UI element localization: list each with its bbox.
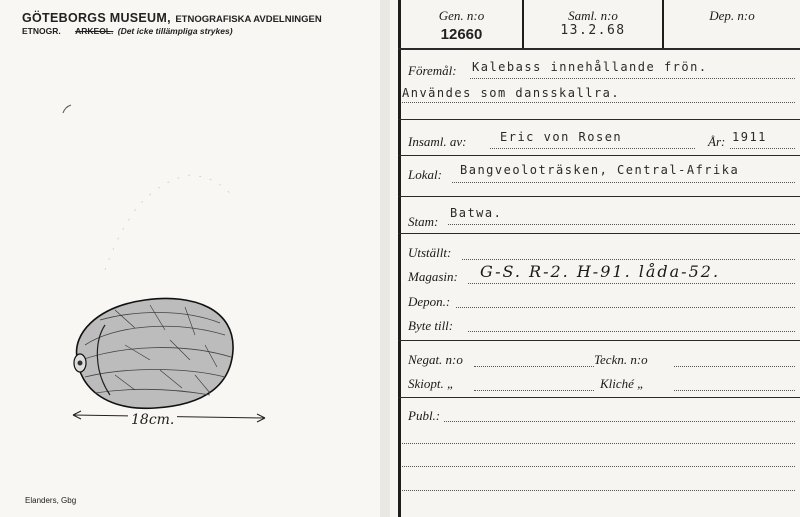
magasin-value: G-S. R-2. H-91. låda-52.	[480, 262, 721, 281]
header-rule	[398, 48, 800, 50]
saml-number: 13.2.68	[560, 23, 626, 38]
saml-label: Saml. n:o	[568, 8, 618, 23]
drawing-panel	[0, 0, 380, 517]
publ-line-2	[402, 443, 795, 444]
calabash-drawing	[55, 95, 315, 435]
byte-label: Byte till:	[408, 318, 454, 333]
ar-value: 1911	[732, 130, 767, 144]
category-line	[22, 26, 233, 36]
foremal-value: Kalebass innehållande frön.	[472, 60, 708, 74]
insaml-label: Insaml. av:	[408, 134, 467, 149]
foremal-value-2: Användes som dansskallra.	[402, 86, 621, 100]
rule-4	[398, 233, 800, 234]
negat-line	[474, 366, 594, 367]
stam-label: Stam:	[408, 214, 439, 229]
foremal-line-2	[402, 102, 795, 103]
catalogue-form	[390, 0, 800, 517]
ar-label: År:	[708, 134, 726, 149]
printer-credit: Elanders, Gbg	[25, 496, 77, 505]
byte-line	[468, 331, 795, 332]
depon-label: Depon.:	[408, 294, 451, 309]
left-border	[398, 0, 401, 517]
strike-note: (Det icke tillämpliga strykes)	[117, 26, 233, 36]
arkeol-label: ARKEOL.	[75, 26, 114, 36]
dep-label: Dep. n:o	[709, 8, 755, 23]
rule-2	[398, 155, 800, 156]
insaml-value: Eric von Rosen	[500, 130, 623, 144]
publ-label: Publ.:	[408, 408, 441, 423]
ar-line	[730, 148, 795, 149]
card-divider	[380, 0, 390, 517]
stam-value: Batwa.	[450, 206, 503, 220]
department-name: ETNOGRAFISKA AVDELNINGEN	[175, 14, 322, 25]
magasin-line	[468, 283, 795, 284]
rule-3	[398, 196, 800, 197]
calabash-body	[74, 298, 233, 408]
lokal-value: Bangveoloträsken, Central-Afrika	[460, 163, 740, 177]
lokal-line	[452, 182, 795, 183]
etnogr-label: ETNOGR.	[22, 26, 61, 36]
negat-label: Negat. n:o	[408, 352, 463, 367]
depon-line	[456, 307, 795, 308]
publ-line-4	[402, 490, 795, 491]
kliche-label: Kliché „	[600, 376, 645, 391]
museum-name: GÖTEBORGS MUSEUM,	[22, 11, 171, 25]
utstallt-label: Utställt:	[408, 245, 452, 260]
gen-label: Gen. n:o	[438, 8, 485, 23]
rule-6	[398, 397, 800, 398]
rule-1	[398, 119, 800, 120]
publ-line-1	[444, 421, 795, 422]
rule-5	[398, 340, 800, 341]
teckn-label: Teckn. n:o	[594, 352, 648, 367]
insaml-line	[490, 148, 695, 149]
museum-heading	[22, 9, 322, 27]
utstallt-line	[462, 259, 795, 260]
skiopt-line	[474, 390, 594, 391]
gen-number: 12660	[440, 26, 483, 43]
stam-line	[448, 224, 795, 225]
teckn-line	[674, 366, 795, 367]
publ-line-3	[402, 466, 795, 467]
lokal-label: Lokal:	[408, 167, 442, 182]
skiopt-label: Skiopt. „	[408, 376, 455, 391]
scale-label: 18cm.	[128, 412, 177, 428]
kliche-line	[674, 390, 795, 391]
foremal-label: Föremål:	[408, 63, 457, 78]
foremal-line	[470, 78, 795, 79]
magasin-label: Magasin:	[408, 269, 458, 284]
